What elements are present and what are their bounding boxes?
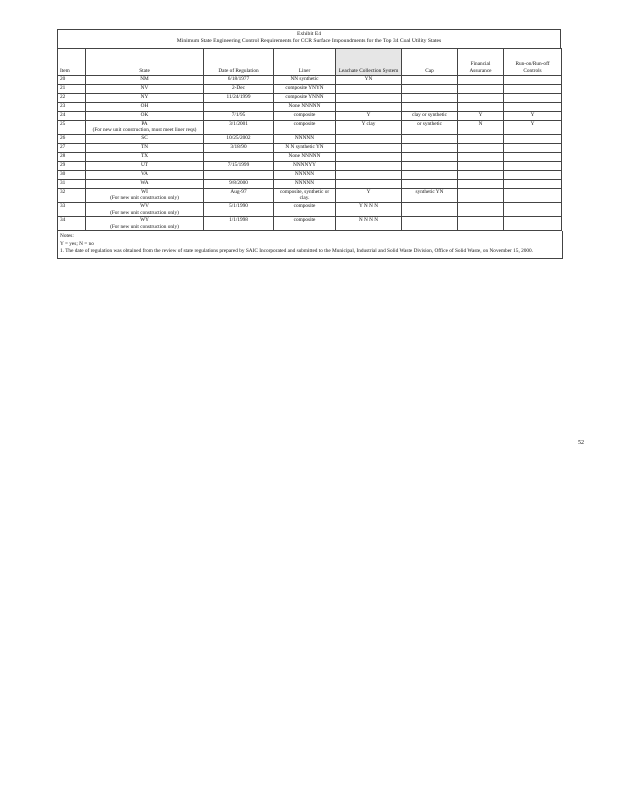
table-row <box>58 102 562 111</box>
cell-liner: None NNNNN <box>274 152 336 161</box>
cell-liner: composite YNNN <box>274 93 336 102</box>
cell-liner: composite <box>274 111 336 120</box>
cell-state <box>86 102 204 111</box>
cell-date: 7/15/1999 <box>204 161 274 170</box>
state-name: OK <box>140 111 149 118</box>
cell-runon <box>504 179 562 188</box>
cell-date: 9/8/2000 <box>204 179 274 188</box>
cell-leachate <box>336 84 402 93</box>
col-header-runon: Run-on/Run-off Controls <box>504 48 562 75</box>
cell-leachate: Y clay <box>336 120 402 134</box>
exhibit-title: Minimum State Engineering Control Requirements for CCR Surface Impoundments for the Top 34 Coal Utility States <box>176 38 442 45</box>
cell-cap: synthetic YN <box>402 188 458 202</box>
cell-runon: Y <box>504 111 562 120</box>
cell-leachate: Y <box>336 111 402 120</box>
cell-financial <box>458 134 504 143</box>
cell-item: 31 <box>58 179 86 188</box>
cell-state <box>86 84 204 93</box>
exhibit-document <box>57 29 561 259</box>
cell-leachate: N N N N <box>336 217 402 231</box>
cell-state <box>86 120 204 134</box>
cell-leachate: Y <box>336 188 402 202</box>
col-header-liner: Liner <box>274 48 336 75</box>
cell-state <box>86 111 204 120</box>
table-row <box>58 143 562 152</box>
cell-date: 11/24/1999 <box>204 93 274 102</box>
cell-liner: composite YNYN <box>274 84 336 93</box>
table-row <box>58 202 562 216</box>
cell-financial <box>458 143 504 152</box>
state-note: (For new unit construction only) <box>110 195 179 202</box>
cell-state <box>86 170 204 179</box>
col-header-leachate: Leachate Collection System <box>336 48 402 75</box>
state-note: (For new unit construction only) <box>110 209 179 216</box>
cell-item: 30 <box>58 170 86 179</box>
notes-label: Notes: <box>60 233 74 240</box>
state-name: TN <box>140 143 149 150</box>
cell-item: 25 <box>58 120 86 134</box>
cell-item: 20 <box>58 75 86 84</box>
cell-financial <box>458 102 504 111</box>
cell-leachate <box>336 170 402 179</box>
cell-leachate <box>336 102 402 111</box>
cell-date <box>204 152 274 161</box>
cell-financial: N <box>458 120 504 134</box>
table-row <box>58 75 562 84</box>
state-name: NM <box>140 75 149 82</box>
cell-leachate: YN <box>336 75 402 84</box>
cell-financial: Y <box>458 111 504 120</box>
cell-date <box>204 170 274 179</box>
cell-date: 3/1/2001 <box>204 120 274 134</box>
cell-cap <box>402 170 458 179</box>
table-row <box>58 217 562 231</box>
cell-financial <box>458 217 504 231</box>
cell-runon <box>504 152 562 161</box>
cell-date <box>204 102 274 111</box>
cell-item: 34 <box>58 217 86 231</box>
cell-runon <box>504 202 562 216</box>
cell-liner: composite <box>274 120 336 134</box>
cell-runon <box>504 102 562 111</box>
cell-state <box>86 202 204 216</box>
cell-financial <box>458 161 504 170</box>
cell-financial <box>458 179 504 188</box>
cell-financial <box>458 75 504 84</box>
table-row <box>58 134 562 143</box>
cell-cap <box>402 143 458 152</box>
cell-leachate <box>336 152 402 161</box>
cell-item: 33 <box>58 202 86 216</box>
col-header-item: Item <box>58 48 86 75</box>
cell-cap <box>402 202 458 216</box>
table-row <box>58 111 562 120</box>
table-row <box>58 170 562 179</box>
state-name: NY <box>140 93 149 100</box>
cell-runon <box>504 143 562 152</box>
table-header-row <box>58 48 562 75</box>
cell-liner: N N synthetic YN <box>274 143 336 152</box>
cell-cap <box>402 84 458 93</box>
state-name: PA <box>141 120 148 127</box>
state-name: WY <box>140 217 149 224</box>
state-name: NV <box>140 84 149 91</box>
table-row <box>58 161 562 170</box>
cell-runon <box>504 217 562 231</box>
cell-state <box>86 188 204 202</box>
cell-leachate <box>336 134 402 143</box>
cell-financial <box>458 188 504 202</box>
cell-state <box>86 161 204 170</box>
cell-cap <box>402 102 458 111</box>
cell-state <box>86 217 204 231</box>
state-name: UT <box>140 161 149 168</box>
col-header-financial: Financial Assurance <box>458 48 504 75</box>
cell-item: 21 <box>58 84 86 93</box>
cell-state <box>86 179 204 188</box>
cell-item: 29 <box>58 161 86 170</box>
table-row <box>58 84 562 93</box>
cell-cap <box>402 152 458 161</box>
cell-financial <box>458 152 504 161</box>
cell-item: 26 <box>58 134 86 143</box>
cell-date: 3/18/90 <box>204 143 274 152</box>
table-row <box>58 93 562 102</box>
cell-runon <box>504 75 562 84</box>
cell-liner: None NNNNN <box>274 102 336 111</box>
cell-runon <box>504 188 562 202</box>
cell-cap: clay or synthetic <box>402 111 458 120</box>
state-name: OH <box>140 102 149 109</box>
state-name: VA <box>141 170 148 177</box>
table-row <box>58 120 562 134</box>
cell-runon <box>504 134 562 143</box>
page-number: 52 <box>578 440 584 446</box>
cell-cap <box>402 93 458 102</box>
cell-financial <box>458 170 504 179</box>
table-row <box>58 152 562 161</box>
cell-runon <box>504 84 562 93</box>
state-note: (For new unit construction, must meet liner reqs) <box>92 127 197 134</box>
cell-liner: NNNNN <box>274 170 336 179</box>
col-header-date: Date of Regulation <box>204 48 274 75</box>
exhibit-title-block <box>57 29 561 48</box>
cell-cap <box>402 75 458 84</box>
cell-leachate: Y N N N <box>336 202 402 216</box>
cell-liner: NNNNN <box>274 179 336 188</box>
cell-state <box>86 152 204 161</box>
cell-financial <box>458 202 504 216</box>
cell-cap <box>402 161 458 170</box>
cell-cap: or synthetic <box>402 120 458 134</box>
cell-financial <box>458 84 504 93</box>
state-name: WA <box>140 179 149 186</box>
cell-liner: composite <box>274 202 336 216</box>
cell-liner: NN synthetic <box>274 75 336 84</box>
notes-legend: Y = yes; N = no <box>60 240 94 247</box>
cell-financial <box>458 93 504 102</box>
cell-date: 1/1/1998 <box>204 217 274 231</box>
cell-item: 24 <box>58 111 86 120</box>
cell-liner: composite <box>274 217 336 231</box>
cell-date: 6/18/1977 <box>204 75 274 84</box>
cell-item: 28 <box>58 152 86 161</box>
cell-leachate <box>336 161 402 170</box>
cell-runon: Y <box>504 120 562 134</box>
cell-leachate <box>336 143 402 152</box>
table-row <box>58 179 562 188</box>
cell-runon <box>504 170 562 179</box>
cell-leachate <box>336 179 402 188</box>
cell-item: 32 <box>58 188 86 202</box>
state-name: SC <box>141 134 148 141</box>
cell-cap <box>402 217 458 231</box>
exhibit-label: Exhibit E4 <box>296 31 322 37</box>
cell-item: 27 <box>58 143 86 152</box>
cell-liner: composite, synthetic or clay. <box>274 188 336 202</box>
cell-liner: NNNNN <box>274 134 336 143</box>
col-header-state: State <box>86 48 204 75</box>
cell-item: 22 <box>58 93 86 102</box>
cell-date: 10/25/2002 <box>204 134 274 143</box>
cell-leachate <box>336 93 402 102</box>
notes-footnote: 1. The date of regulation was obtained from the review of state regulations prepared by SAIC Incorporated and submitted to the Municipal, Industrial and Solid Waste Division, Office of Solid Waste, on November 15, 2000. <box>60 247 534 254</box>
cell-cap <box>402 179 458 188</box>
requirements-table <box>57 48 562 232</box>
cell-state <box>86 93 204 102</box>
state-name: WI <box>141 188 148 195</box>
cell-date: 7/1/95 <box>204 111 274 120</box>
cell-date: 5/1/1990 <box>204 202 274 216</box>
cell-date: 2-Dec <box>204 84 274 93</box>
state-name: WV <box>140 202 149 209</box>
cell-runon <box>504 161 562 170</box>
state-note: (For new unit construction only) <box>110 223 179 230</box>
cell-cap <box>402 134 458 143</box>
state-name: TX <box>140 152 149 159</box>
cell-runon <box>504 93 562 102</box>
cell-date: Aug-97 <box>204 188 274 202</box>
cell-state <box>86 134 204 143</box>
col-header-cap: Cap <box>402 48 458 75</box>
cell-state <box>86 143 204 152</box>
cell-item: 23 <box>58 102 86 111</box>
cell-state <box>86 75 204 84</box>
notes-block <box>57 231 563 258</box>
table-row <box>58 188 562 202</box>
cell-liner: NNNNYY <box>274 161 336 170</box>
